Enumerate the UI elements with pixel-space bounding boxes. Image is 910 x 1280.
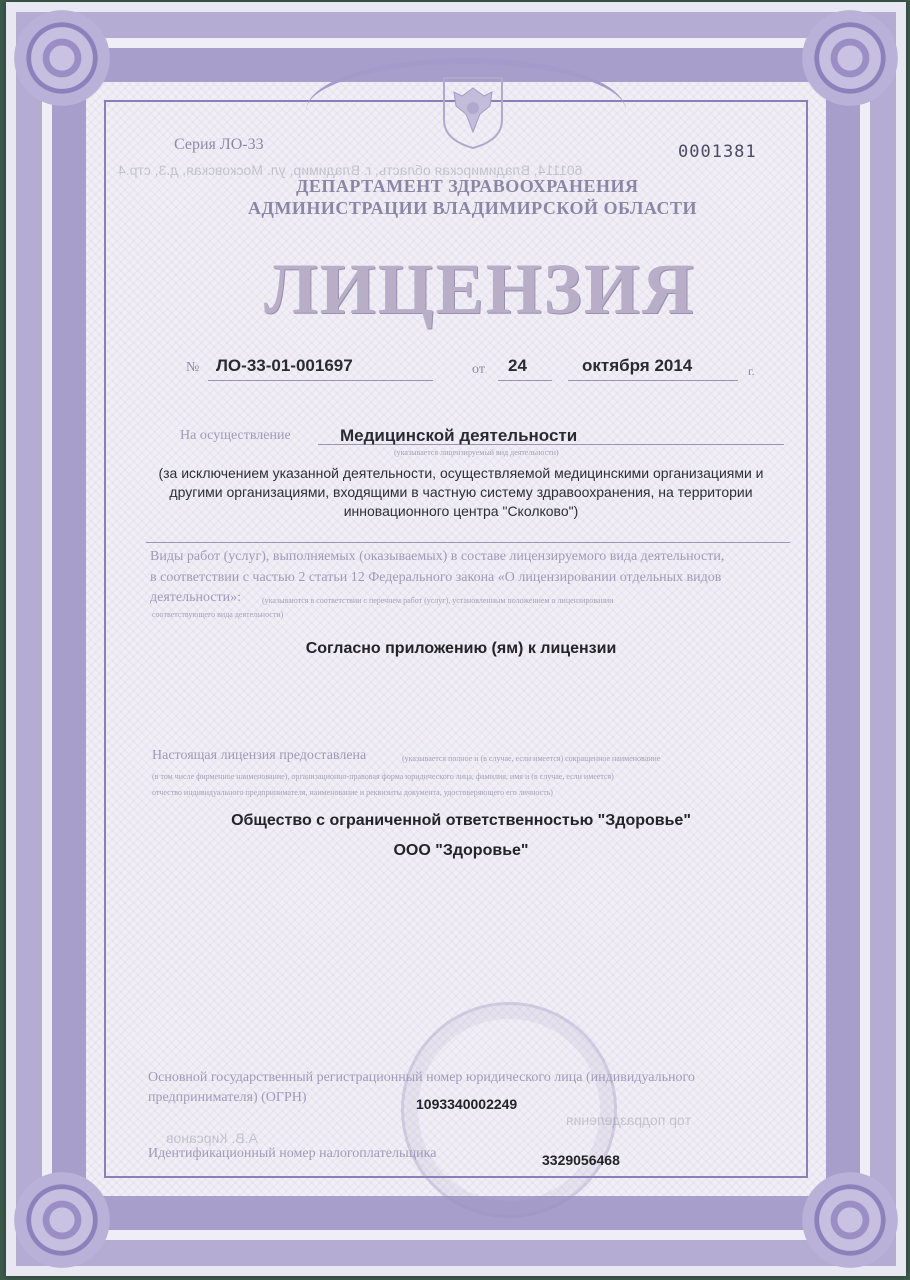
- works-line-3-note: (указываются в соответствии с перечнем работ (услуг), установленным положением о лицензировании: [262, 596, 614, 605]
- bleed-through-text: 601114, Владимирская область, г. Владимир, ул. Московская, д.3, стр.4: [118, 162, 583, 178]
- holder-short-name: ООО "Здоровье": [393, 842, 529, 859]
- works-line-2: в соответствии с частью 2 статьи 12 Федерального закона «О лицензировании отдельных видов: [150, 570, 722, 585]
- ogrn-label-line-1: Основной государственный регистрационный номер юридического лица (индивидуального: [148, 1070, 695, 1085]
- date-from-label: от: [472, 362, 485, 377]
- bleed-through-text: тор подразделения: [566, 1112, 692, 1128]
- holder-label: Настоящая лицензия предоставлена: [152, 748, 367, 763]
- works-line-1: Виды работ (услуг), выполняемых (оказываемых) в составе лицензируемого вида деятельности,: [150, 549, 725, 564]
- inn-label: Идентификационный номер налогоплательщика: [148, 1146, 437, 1161]
- holder-note-1: (указывается полное и (в случае, если имеется) сокращенное наименование: [402, 754, 661, 763]
- license-month-year: октября 2014: [582, 356, 693, 375]
- corner-rosette-bottom-right: [802, 1172, 898, 1268]
- holder-full-name: Общество с ограниченной ответственностью "Здоровье": [231, 812, 691, 829]
- holder-note-2: (в том числе фирменное наименование), организационно-правовая форма юридического лица, фамилия, имя и (в случае, если имеется): [152, 772, 614, 781]
- ogrn-label-line-2: предпринимателя) (ОГРН): [148, 1090, 307, 1105]
- works-value: Согласно приложению (ям) к лицензии: [305, 640, 617, 657]
- year-suffix: г.: [748, 364, 755, 378]
- document-title: ЛИЦЕНЗИЯ: [264, 249, 696, 329]
- issuer-line-1: ДЕПАРТАМЕНТ ЗДРАВООХРАНЕНИЯ: [296, 176, 639, 196]
- activity-caption: (указывается лицензируемый вид деятельности): [394, 448, 559, 457]
- license-day: 24: [508, 356, 527, 375]
- bleed-through-text: А.В. Кирсанов: [166, 1130, 258, 1146]
- inn-value: 3329056468: [542, 1152, 620, 1168]
- series-label: Серия ЛО-33: [174, 136, 264, 153]
- issuer-line-2: АДМИНИСТРАЦИИ ВЛАДИМИРСКОЙ ОБЛАСТИ: [248, 198, 697, 218]
- works-line-4-note: соответствующего вида деятельности): [152, 610, 284, 619]
- ogrn-value: 1093340002249: [416, 1096, 518, 1112]
- corner-rosette-top-left: [14, 10, 110, 106]
- number-sign: №: [186, 360, 200, 375]
- activity-details: (за исключением указанной деятельности, осуществляемой медицинскими организациями и другими организациями, входящими в частную систему здравоохранения, на территории инновационного центра "Сколково"): [158, 465, 764, 519]
- coat-of-arms-icon: [440, 74, 506, 150]
- works-line-3-label: деятельности»:: [150, 590, 242, 605]
- corner-rosette-bottom-left: [14, 1172, 110, 1268]
- corner-rosette-top-right: [802, 10, 898, 106]
- license-sheet: [6, 2, 906, 1276]
- license-number: ЛО-33-01-001697: [216, 356, 353, 375]
- activity-value: Медицинской деятельности: [340, 426, 578, 445]
- holder-note-3: отчество индивидуального предпринимателя, наименование и реквизиты документа, удостоверяющего его личность): [152, 788, 553, 797]
- activity-label: На осуществление: [180, 428, 291, 443]
- blank-number: 0001381: [678, 142, 757, 162]
